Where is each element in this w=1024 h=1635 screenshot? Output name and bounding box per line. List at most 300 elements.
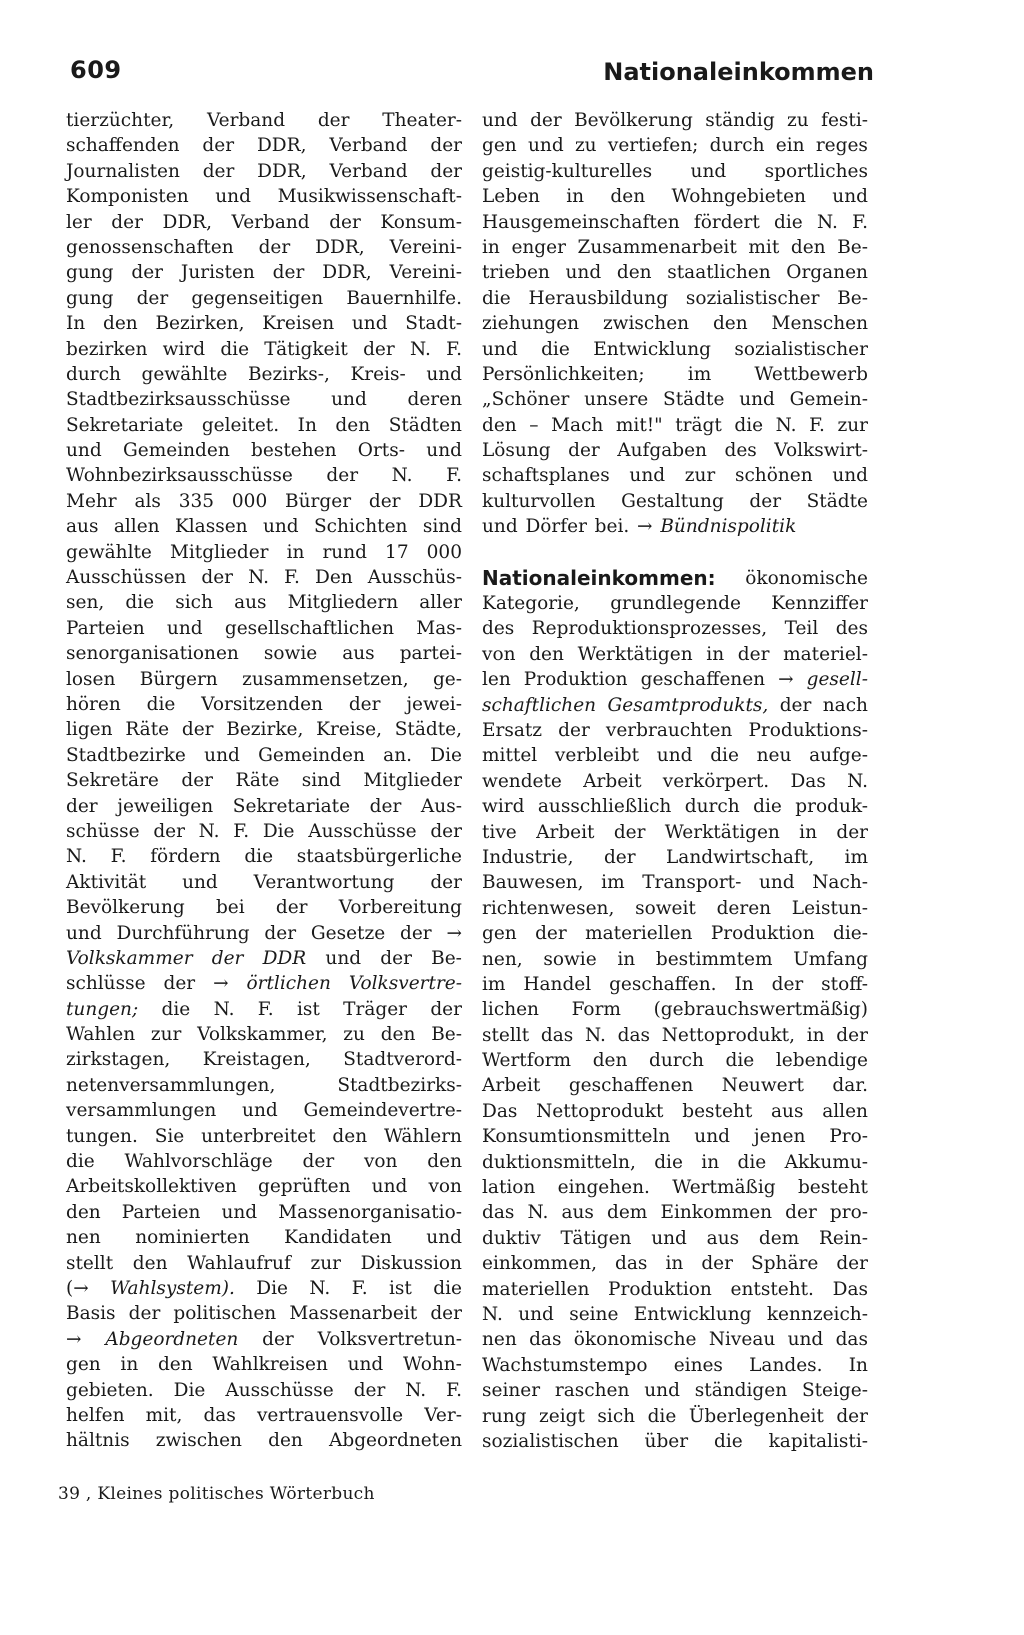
word: in [806, 1024, 825, 1046]
word: N. [198, 820, 220, 842]
word: zwischen [155, 1430, 242, 1452]
word: die [647, 1405, 677, 1427]
word: besteht [682, 1100, 753, 1122]
word: lichen [482, 999, 539, 1021]
word: und [215, 186, 251, 208]
word: der [128, 1303, 161, 1325]
word: Bezirks-, [247, 363, 330, 385]
word: bestehen [251, 440, 337, 462]
text-line [482, 1378, 868, 1403]
word: nen [482, 1329, 517, 1351]
word: die [541, 338, 570, 360]
word: netenversammlungen, [66, 1074, 276, 1096]
word: und [66, 440, 102, 462]
word: stellt [66, 1252, 114, 1274]
word: Zusammenarbeit [577, 236, 737, 258]
text-line [66, 946, 462, 971]
word: in [701, 1151, 720, 1173]
word: Niveau [708, 1329, 776, 1351]
text-line [482, 1302, 868, 1327]
word: schaffenden [66, 135, 180, 157]
word: Journalisten [66, 160, 180, 182]
cross-reference-arrow: → [778, 669, 794, 691]
text-line [66, 1073, 462, 1098]
text-line [482, 210, 868, 235]
word: Mehr [66, 490, 117, 512]
word: Menschen [771, 313, 868, 335]
word: den [332, 1125, 368, 1147]
word: zu [787, 110, 809, 131]
word: bei. [594, 516, 630, 538]
word: Nach- [812, 872, 868, 894]
word: den [592, 1050, 628, 1072]
word: die [725, 1050, 755, 1072]
word: sind [301, 770, 341, 792]
word: der [779, 694, 812, 716]
word: aus [771, 1100, 804, 1122]
word: die [244, 846, 274, 868]
text-line [482, 870, 868, 895]
word: gewählte [141, 363, 228, 385]
word: Den [315, 567, 353, 589]
word: und [182, 871, 218, 893]
word: DDR, [315, 236, 365, 258]
word: Basis [66, 1303, 116, 1325]
word: eines [673, 1354, 723, 1376]
word: Massenorganisatio- [278, 1201, 462, 1223]
word: Wohn- [402, 1354, 462, 1376]
text-line [482, 972, 868, 997]
running-head: Nationaleinkommen [603, 58, 874, 86]
word: Mas- [416, 617, 462, 639]
word: Theater- [382, 110, 462, 131]
word: Nationaleinkommen: [482, 565, 716, 590]
word: Steige- [801, 1380, 868, 1402]
page-number: 609 [70, 56, 122, 84]
word: der [201, 567, 234, 589]
word: den [380, 1024, 416, 1046]
word: Umfang [793, 948, 868, 970]
text-line [482, 566, 868, 591]
word: Handel [523, 973, 592, 995]
word: Einkommen [660, 1202, 773, 1224]
text-line [66, 1352, 462, 1377]
word: F. [351, 1277, 368, 1299]
word: verkörpert. [662, 770, 770, 792]
word: das [529, 1329, 562, 1351]
word: Sekretäre [66, 770, 159, 792]
word: der [568, 440, 600, 462]
word: die [774, 211, 803, 233]
word: Kreistagen, [202, 1049, 311, 1071]
word: der [363, 338, 395, 360]
word: nen [66, 1227, 101, 1249]
word: und [629, 465, 666, 487]
word: Räte [235, 770, 280, 792]
text-line [482, 1277, 868, 1302]
word: DDR, [162, 211, 212, 233]
word: der [430, 871, 462, 893]
word: den [616, 262, 652, 284]
word: hören [66, 693, 121, 715]
word: die [734, 414, 764, 436]
word: zur [684, 465, 716, 487]
word: N. [248, 567, 269, 589]
text-line [482, 1150, 868, 1175]
word: Vereini- [389, 262, 462, 284]
word: geistig-kulturelles [482, 160, 653, 182]
text-line [66, 1047, 462, 1072]
word: ausschließlich [537, 796, 672, 818]
word: Wahlvorschläge [124, 1151, 273, 1173]
word: Verband [329, 135, 408, 157]
text-line [66, 413, 462, 438]
word: die [753, 796, 782, 818]
word: Be- [837, 287, 868, 309]
text-line [66, 210, 462, 235]
word: Vorsitzenden [201, 693, 323, 715]
word: und [832, 186, 868, 208]
word: ökonomische [573, 1329, 697, 1351]
word: aus [561, 1202, 594, 1224]
word: trägt [675, 414, 722, 436]
footer-signature: 39 , Kleines politisches Wörterbuch [58, 1484, 375, 1504]
word: zur [310, 1252, 341, 1274]
word: Bauernhilfe. [346, 287, 462, 309]
word: raschen [554, 1380, 630, 1402]
word: Vorbereitung [338, 897, 462, 919]
word: rung [482, 1405, 527, 1427]
word: Mitglieder [169, 541, 269, 563]
text-line [482, 463, 868, 488]
word: über [644, 1430, 689, 1452]
word: die [433, 1277, 462, 1299]
word: der [258, 236, 291, 258]
word: sowie [263, 643, 318, 665]
text-line [66, 971, 462, 996]
word: der [153, 820, 185, 842]
word: des [482, 618, 515, 640]
word: das [203, 1404, 236, 1426]
word: die [125, 592, 155, 614]
word: das [617, 1024, 650, 1046]
word: Gesetze [310, 922, 386, 944]
text-line [482, 108, 868, 133]
word: in [566, 186, 585, 208]
word: im [687, 363, 712, 385]
word: Kreis- [350, 363, 406, 385]
text-line [482, 286, 868, 311]
word: stellt [482, 1024, 530, 1046]
word: ge- [432, 668, 462, 690]
word: nen, [482, 948, 523, 970]
word: N. [847, 770, 868, 792]
word: partei- [399, 643, 462, 665]
text-line [482, 743, 868, 768]
word: Wahlen [66, 1024, 136, 1046]
word: Teil [784, 618, 819, 640]
word: der [535, 923, 567, 945]
text-line [482, 133, 868, 158]
word: 17 [385, 541, 409, 563]
text-line [66, 1098, 462, 1123]
word: der [613, 821, 646, 843]
text-line [66, 387, 462, 412]
word: der [329, 211, 361, 233]
word: Produktion [608, 1278, 712, 1300]
word: Hausgemeinschaften [482, 211, 680, 233]
word: lation [482, 1177, 536, 1199]
word: und [656, 745, 693, 767]
text-line [66, 1174, 462, 1199]
word: Aktivität [66, 871, 147, 893]
word: allen [113, 516, 160, 538]
word: trieben [482, 262, 550, 284]
word: Werktätigen [577, 643, 693, 665]
word: Volkskammer, [197, 1024, 328, 1046]
word: zirkstagen, [66, 1049, 171, 1071]
word: ligen [66, 719, 113, 741]
text-line [66, 514, 462, 539]
word: Kreise, [316, 719, 382, 741]
word: Volksvertre- [348, 973, 462, 995]
word: Verband [231, 211, 310, 233]
word: von [363, 1151, 398, 1173]
word: Kreisen [262, 313, 335, 335]
word: Sekretariate [66, 414, 184, 436]
word: Kennziffer [771, 593, 868, 615]
text-line [482, 997, 868, 1022]
word: Stadtverord- [343, 1049, 462, 1071]
cross-reference-arrow: (→ [66, 1277, 89, 1299]
word: Die [262, 820, 295, 842]
word: in [617, 948, 636, 970]
word: und [351, 313, 388, 335]
word: der [430, 998, 462, 1020]
word: Lösung [482, 440, 551, 462]
word: durch [709, 135, 765, 157]
word: tierzüchter, [66, 110, 175, 131]
word: zwischen [602, 313, 690, 335]
word: der [836, 1253, 868, 1275]
word: gung [66, 262, 114, 284]
word: F. [233, 820, 250, 842]
word: 000 [426, 541, 462, 563]
word: Ausschüssen [66, 567, 187, 589]
word: Arbeitskollektiven [66, 1176, 237, 1198]
word: in [286, 541, 305, 563]
word: gen [482, 923, 517, 945]
text-line [66, 1428, 462, 1453]
word: Persönlichkeiten; [482, 363, 645, 385]
word: mit, [145, 1404, 183, 1426]
word: Aufgaben [617, 440, 707, 462]
word: tive [482, 821, 517, 843]
text-line [66, 768, 462, 793]
text-line [66, 870, 462, 895]
word: Bündnispolitik [660, 516, 797, 538]
word: schönen [734, 465, 813, 487]
word: Städten [388, 414, 462, 436]
word: In [734, 973, 754, 995]
word: nach [822, 694, 868, 716]
word: sen, [66, 592, 105, 614]
word: staatsbürgerliche [296, 846, 462, 868]
word: in [120, 1354, 139, 1376]
word: und [242, 1100, 278, 1122]
word: Verband [329, 160, 408, 182]
word: senorganisationen [66, 643, 239, 665]
text-line [482, 1327, 868, 1352]
word: und [565, 262, 602, 284]
word: aufge- [809, 745, 868, 767]
word: N. [391, 465, 413, 487]
word: und [758, 872, 795, 894]
text-line [482, 362, 868, 387]
word: der [836, 1024, 868, 1046]
text-line [482, 794, 868, 819]
word: schüsse [66, 820, 140, 842]
text-line [482, 769, 868, 794]
word: den [610, 186, 646, 208]
word: Parteien [121, 1201, 201, 1223]
word: bestimmtem [655, 948, 773, 970]
word: sozialistischer [685, 287, 820, 309]
word: Konsumtionsmitteln [482, 1126, 671, 1148]
word: sozialistischen [482, 1430, 619, 1452]
word: den [712, 313, 748, 335]
word: in [482, 236, 500, 258]
word: F. [446, 465, 462, 487]
left-column [66, 108, 462, 1454]
word: grundlegende [610, 593, 741, 615]
word: Klassen [174, 516, 248, 538]
text-line [482, 1429, 868, 1454]
word: Transport- [642, 872, 742, 894]
word: und [694, 1126, 730, 1148]
word: F. [446, 338, 462, 360]
word: Abgeordneten [105, 1328, 239, 1350]
text-line [482, 845, 868, 870]
word: der [430, 820, 462, 842]
word: Die [173, 1379, 206, 1401]
word: Wertform [482, 1050, 572, 1072]
word: zusammensetzen, [242, 668, 409, 690]
word: durch [66, 363, 121, 385]
word: deren [716, 897, 772, 919]
text-line [66, 311, 462, 336]
text-line [66, 1200, 462, 1225]
word: von [482, 643, 516, 665]
word: Massenarbeit [289, 1303, 418, 1325]
word: N. [527, 1202, 549, 1224]
word: stoff- [821, 973, 868, 995]
word: der [272, 262, 305, 284]
text-line [66, 159, 462, 184]
word: Stadtbezirks- [337, 1074, 462, 1096]
word: den [66, 1201, 101, 1223]
text-line [482, 1404, 868, 1429]
text-line [66, 565, 462, 590]
word: aus [66, 516, 99, 538]
word: politischen [173, 1303, 277, 1325]
word: der [317, 110, 350, 131]
word: sozialistischer [734, 338, 868, 360]
word: ist [296, 998, 320, 1020]
word: N. [817, 211, 838, 233]
word: Gemein- [789, 389, 868, 411]
text-line [66, 1301, 462, 1326]
text-line [66, 844, 462, 869]
word: verbrauchten [605, 719, 733, 741]
word: Wohngebieten [671, 186, 806, 208]
word: rund [322, 541, 367, 563]
word: entsteht. [730, 1278, 814, 1300]
word: aus [706, 1227, 740, 1249]
word: und [331, 389, 367, 411]
word: der [380, 947, 412, 969]
word: Wahlsystem). [110, 1277, 235, 1299]
text-line [66, 1225, 462, 1250]
word: der [558, 719, 590, 741]
word: Neuwert [721, 1075, 804, 1097]
word: des [724, 440, 757, 462]
word: die [66, 1151, 95, 1173]
word: in [665, 1253, 684, 1275]
word: der [430, 1303, 462, 1325]
word: und [739, 389, 775, 411]
word: einkommen, [482, 1253, 597, 1275]
word: lebendige [775, 1050, 868, 1072]
word: Be- [431, 1024, 462, 1046]
word: N. [309, 1277, 331, 1299]
word: DDR [418, 490, 462, 512]
text-line [66, 1251, 462, 1276]
text-line [482, 1175, 868, 1200]
word: Abgeordneten [329, 1430, 462, 1452]
word: schaftlichen [482, 694, 597, 716]
right-column-continuation [482, 108, 868, 540]
text-line [482, 438, 868, 463]
word: und [204, 744, 240, 766]
word: Mitglieder [363, 770, 462, 792]
word: der [136, 287, 169, 309]
word: und [690, 160, 727, 182]
word: Musikwissenschaft- [277, 186, 462, 208]
word: jewei- [406, 693, 462, 715]
word: 335 [178, 490, 215, 512]
word: der [737, 643, 770, 665]
word: der [771, 973, 804, 995]
word: und [347, 1354, 384, 1376]
word: der [163, 973, 196, 995]
word: und [518, 1303, 554, 1325]
word: bei [215, 897, 245, 919]
word: den [132, 1252, 168, 1274]
word: Tätigen [560, 1227, 632, 1249]
word: soweit [635, 897, 696, 919]
text-line [66, 1327, 462, 1352]
word: und [262, 516, 299, 538]
word: bezirken [66, 338, 148, 360]
word: materiellen [585, 923, 693, 945]
word: sich [175, 592, 213, 614]
word: enger [511, 236, 566, 258]
word: Sekretariate [232, 795, 351, 817]
word: Entwicklung [633, 1303, 752, 1325]
text-line [482, 1023, 868, 1048]
word: aus [342, 643, 375, 665]
